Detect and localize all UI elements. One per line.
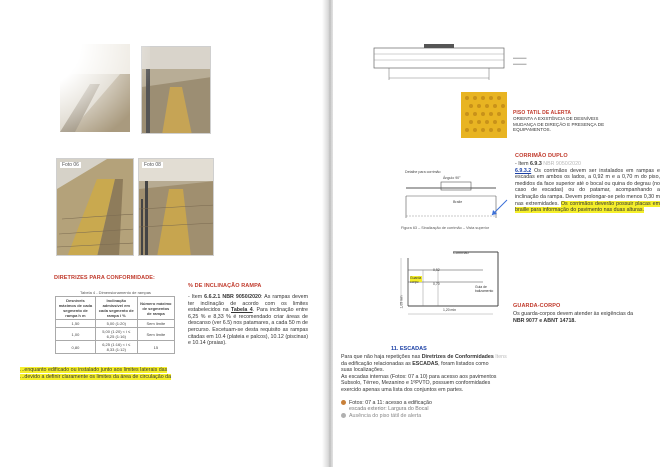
note-line: ▬▬▬: [513, 61, 527, 66]
table-row: [56, 328, 175, 341]
table-cell: 15: [137, 341, 174, 354]
escadas-heading: 11. ESCADAS: [391, 346, 427, 352]
label-guarda: Guarda corpo: [410, 276, 422, 284]
piso-tatil-block: [513, 110, 658, 133]
body-text-2: . Para inclinação entre 6,25 % e 8,33 % é recomendado criar áreas de descanso (ver 6.5) nos patamares, a cada 50 m de percurso. Excetuam-se desta requisito as rampas citadas em 10.4 (plateia e palcos), 10.12 (piscinas) e 10.14 (praias).: [188, 307, 308, 347]
dim-label: 0,70: [433, 282, 440, 286]
tactile-tile-image: [461, 92, 507, 138]
top-drawing-notes: [513, 55, 527, 67]
photo-top-right: [141, 46, 211, 134]
table-header-cell: Número máximo de segmentos de rampa: [137, 297, 174, 320]
photo-06: [56, 158, 134, 256]
dim-label: 0,92: [433, 268, 440, 272]
photo-06-label: Foto 06: [62, 162, 79, 168]
escadas-para-1: Para que não haja repetições nas Diretrizes de Conformidades Itens da edificação relacionadas as ESCADAS, foram listados como suas localizações.: [341, 354, 507, 374]
piso-tatil-line-2: MUDANÇA DE DIREÇÃO E PRESENÇA DE: [513, 121, 605, 127]
guarda-corpo-block: [513, 303, 659, 324]
inclinacao-heading: % DE INCLINAÇÃO RAMPA: [188, 283, 262, 289]
rampas-table-caption: Tabela 4 - Dimensionamento de rampas: [80, 290, 151, 295]
guarda-corpo-body: Os guarda-corpos devem atender às exigências da NBR 9077 e ABNT 14718.: [513, 311, 634, 324]
item-ref: 6.6.2.1 NBR 9050/2020: [204, 294, 261, 300]
bottom-note: [20, 367, 320, 380]
piso-tatil-heading: PISO TATIL DE ALERTA: [513, 110, 572, 116]
bullet-icon: [341, 400, 346, 405]
escadas-para-2: As escadas internas (Fotos: 07 a 10) para acesso aos pavimentos Subsolo, Térreo, Mezanino e 1ºPVTO, possuem conformidades exercido apenas uma lista dos conjuntos em partes.: [341, 373, 497, 393]
escadas-bullet-2: Ausência do piso tátil de alerta: [341, 413, 659, 420]
corrimao-item-norm: NBR 9050/2020: [541, 161, 581, 167]
figure-label-braille: Braile: [453, 200, 463, 204]
table-cell: 1,00: [56, 328, 96, 341]
corrimao-item-ref-2[interactable]: 6.9.3.2: [515, 167, 532, 174]
dim-label: 1,20 min: [443, 308, 457, 312]
guarda-corpo-heading: GUARDA-CORPO: [513, 303, 561, 309]
rampas-table: [55, 296, 175, 354]
label-guia: Guia de balizamento: [475, 285, 494, 293]
label-corrimao: Corrimão: [453, 251, 469, 255]
note-line: ▬▬▬: [513, 55, 527, 60]
corrimao-highlight: Os corrimãos deverão possuir placas em braille para informação do pavimento nas duas alturas.: [515, 200, 661, 214]
figure-label-angle: Ângulo 90°: [443, 176, 461, 180]
arrow-icon: [489, 198, 509, 218]
table-row: [56, 320, 175, 328]
page-fade: [0, 0, 150, 150]
table-header-row: [56, 297, 175, 320]
photo-08: [138, 158, 214, 256]
bullet-icon: [341, 413, 346, 418]
bottom-note-line-2: ...devido a definir claramente os limites da área de circulação da: [20, 373, 172, 380]
corrimao-item-ref: 6.9.3: [530, 161, 542, 167]
figure-caption: Figura 63 – Sinalização de corrimão – Vista superior: [401, 226, 490, 230]
bottom-note-line-1: ...enquanto edificado ou instalado junto aos limites laterais das: [20, 367, 168, 373]
inclinacao-body: [188, 294, 308, 347]
table-header-cell: Desníveis máximos de cada segmento de rampa h m: [56, 297, 96, 320]
table-cell: Sem limite: [137, 320, 174, 328]
table-cell: 6,25 (1:16) < i ≤ 8,33 (1:12): [95, 341, 137, 354]
table-cell: Sem limite: [137, 328, 174, 341]
photo-06-image: [57, 159, 134, 256]
dim-label: 1,05 min: [399, 295, 404, 309]
tabela-4-link[interactable]: Tabela 4: [230, 307, 253, 314]
piso-tatil-line-3: EQUIPAMENTOS.: [513, 127, 551, 133]
corrimao-body: [515, 161, 660, 214]
item-prefix: - Item: [188, 294, 205, 300]
figure-label-top: Detalhe para corrimão: [405, 170, 441, 174]
corrimao-item-prefix: - Item: [515, 161, 531, 167]
left-page: [0, 0, 328, 467]
photo-08-label: Foto 08: [144, 162, 161, 168]
corrimao-body-text: Os corrimãos devem ser instalados em rampas e escadas em ambos os lados, a 0,92 m e a 0,70 m do piso, medidos da face superior até o bocal ou quina do degrau (no caso de escadas) ou do patamar, acompanhando a inclinação da rampa. Devem prolongar-se pelo menos 0,30 m nas extremidades.: [515, 167, 660, 207]
table-header-cell: Inclinação admissível em cada segmento de rampa i %: [95, 297, 137, 320]
table-cell: 0,80: [56, 341, 96, 354]
escadas-bullet-1: Fotos: 07 a 11: acesso a edificação: [341, 400, 659, 407]
tactile-floor-drawing: [369, 40, 519, 85]
corrimao-heading: CORRIMÃO DUPLO: [515, 153, 568, 159]
corrimao-block: [515, 153, 660, 214]
table-cell: 5,00 (1:20): [95, 320, 137, 328]
photo-ramp-image: [142, 47, 211, 134]
table-row: [56, 341, 175, 354]
table-cell: 1,50: [56, 320, 96, 328]
table-cell: 5,00 (1:20) < i ≤ 6,25 (1:16): [95, 328, 137, 341]
piso-tatil-line-1: ORIENTA A EXISTÊNCIA DE DESNÍVEIS: [513, 116, 599, 121]
body-text-1: : As rampas devem ter inclinação de acordo com os limites estabelecidos na: [188, 294, 308, 314]
escadas-block: [341, 346, 659, 419]
photo-08-image: [139, 159, 214, 256]
escadas-bullet-1b: escada exterior: Largura do Bocal: [349, 406, 429, 413]
diretrizes-heading: DIRETRIZES PARA CONFORMIDADE:: [54, 275, 155, 281]
right-page: [333, 0, 663, 467]
